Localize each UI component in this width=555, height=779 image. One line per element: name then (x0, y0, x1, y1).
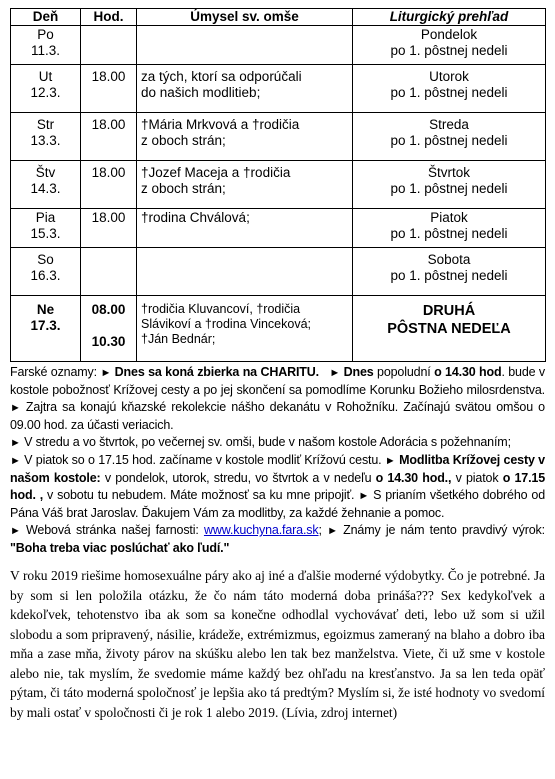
liturgy-day: Utorok (429, 69, 469, 84)
day-cell (11, 248, 81, 296)
arrow-icon: ► (10, 525, 21, 537)
day-name: So (37, 252, 54, 267)
notes-prefix: Farské oznamy: (10, 365, 101, 379)
arrow-icon: ► (10, 402, 21, 414)
intention-line: z oboch strán; (141, 133, 226, 148)
announcement-bold: Dnes sa koná zbierka na CHARITU. (114, 365, 319, 379)
hour-cell (81, 296, 137, 362)
liturgy-cell (353, 209, 546, 248)
liturgy-week: po 1. pôstnej nedeli (390, 133, 508, 148)
day-name: Ne (36, 302, 55, 317)
hour-cell: 18.00 (81, 209, 137, 248)
arrow-icon: ► (358, 490, 370, 502)
liturgy-cell (353, 296, 546, 362)
table-header-row (11, 9, 546, 26)
hour-cell (81, 248, 137, 296)
day-date: 11.3. (30, 43, 61, 58)
liturgy-day: Sobota (427, 252, 471, 267)
intention-line: †Mária Mrkvová a †rodičia (141, 117, 300, 132)
hour-first: 08.00 (91, 302, 126, 317)
liturgy-day: Piatok (430, 210, 468, 225)
table-row (11, 26, 546, 65)
day-cell (11, 296, 81, 362)
liturgy-week: po 1. pôstnej nedeli (390, 85, 508, 100)
liturgy-week: po 1. pôstnej nedeli (390, 268, 508, 283)
hour-cell: 18.00 (81, 161, 137, 209)
day-cell (11, 113, 81, 161)
announcement-bold: o 14.30 hod., (375, 471, 452, 485)
header-intention: Úmysel sv. omše (137, 9, 353, 26)
day-date: 17.3. (30, 318, 61, 333)
intention-line: do našich modlitieb; (141, 85, 261, 100)
intention-line: z oboch strán; (141, 181, 226, 196)
day-name: Po (37, 27, 54, 42)
announcement-bold: Modlitba Krížovej cesty v našom kostole: (10, 453, 545, 485)
day-cell (11, 65, 81, 113)
header-hour: Hod. (81, 9, 137, 26)
arrow-icon: ► (100, 367, 112, 379)
intention-line: †rodina Chválová; (141, 210, 250, 225)
day-date: 12.3. (30, 85, 61, 100)
hour-cell (81, 26, 137, 65)
day-cell (11, 209, 81, 248)
liturgy-week: po 1. pôstnej nedeli (390, 226, 508, 241)
arrow-icon: ► (10, 455, 21, 467)
arrow-icon: ► (327, 525, 338, 537)
liturgy-cell (353, 113, 546, 161)
announcement-text: popoludní (373, 365, 435, 379)
table-row (11, 248, 546, 296)
intention-line: †Jozef Maceja a †rodičia (141, 165, 291, 180)
intention-cell (137, 26, 353, 65)
intention-cell (137, 113, 353, 161)
table-row (11, 161, 546, 209)
liturgy-title: DRUHÁ (422, 303, 476, 319)
parish-website-link[interactable]: www.kuchyna.fara.sk (203, 523, 319, 537)
liturgy-cell (353, 161, 546, 209)
hour-cell: 18.00 (81, 113, 137, 161)
hour-cell: 18.00 (81, 65, 137, 113)
arrow-icon: ► (329, 367, 341, 379)
intention-line: Slávikoví a †rodina Vinceková; (141, 317, 312, 331)
day-cell (11, 26, 81, 65)
liturgy-cell (353, 26, 546, 65)
intention-line: za tých, ktorí sa odporúčali (141, 69, 302, 84)
day-date: 16.3. (30, 268, 61, 283)
announcement-text: ; (318, 523, 328, 537)
header-liturgy: Liturgický prehľad (353, 9, 546, 26)
mass-schedule-table (10, 8, 546, 362)
announcement-text: V piatok so o 17.15 hod. začíname v kostole modliť Krížovú cestu. (20, 453, 385, 467)
intention-cell (137, 65, 353, 113)
announcement-text: Webová stránka našej farnosti: (20, 523, 204, 537)
intention-cell (137, 248, 353, 296)
announcement-text: S prianím všetkého dobrého od Pána Váš brat Jaroslav. Ďakujem Vám za modlitby, za každé žehnanie a pomoc. (10, 488, 545, 520)
day-name: Ut (38, 69, 53, 84)
intention-cell (137, 161, 353, 209)
announcement-bold: Dnes (343, 365, 374, 379)
announcement-text: v pondelok, utorok, stredu, vo štvrtok a v nedeľu (100, 471, 376, 485)
liturgy-day: Pondelok (420, 27, 478, 42)
day-name: Pia (35, 210, 56, 225)
table-row (11, 209, 546, 248)
announcement-bold: o 14.30 hod (434, 365, 502, 379)
intention-cell (137, 209, 353, 248)
arrow-icon: ► (384, 455, 396, 467)
schedule-sheet (10, 8, 545, 362)
announcement-text: Zajtra sa konajú kňazské rekolekcie nášho dekanátu v Rohožníku. Začínajú svätou omšou o 09.00 hod. za účasti veriacich. (10, 400, 545, 432)
parish-announcements (10, 364, 545, 557)
liturgy-day: Streda (429, 117, 469, 132)
day-name: Štv (35, 165, 56, 180)
liturgy-cell (353, 248, 546, 296)
announcement-text: Známy je nám tento pravdivý výrok: (337, 523, 545, 537)
announcement-text: V stredu a vo štvrtok, po večernej sv. omši, bude v našom kostole Adorácia s požehnaním; (20, 435, 511, 449)
liturgy-week: po 1. pôstnej nedeli (390, 43, 508, 58)
table-row-sunday (11, 296, 546, 362)
announcement-bold: o 17.15 hod. , (10, 471, 546, 502)
liturgy-week: po 1. pôstnej nedeli (390, 181, 508, 196)
intention-cell (137, 296, 353, 362)
table-row (11, 65, 546, 113)
day-cell (11, 161, 81, 209)
day-date: 13.3. (30, 133, 61, 148)
day-date: 14.3. (30, 181, 61, 196)
day-date: 15.3. (30, 226, 61, 241)
announcement-text: v piatok (451, 471, 503, 485)
liturgy-cell (353, 65, 546, 113)
arrow-icon: ► (10, 437, 21, 449)
announcement-text: . bude v kostole pobožnosť Krížovej cesty a po jej skončení sa pomodlíme Korunku Božieho milosrdenstva. (10, 365, 546, 397)
announcement-text: v sobotu tu nebudem. Máte možnosť sa ku mne pripojiť. (43, 488, 359, 502)
intention-line: †Ján Bednár; (141, 332, 216, 346)
liturgy-subtitle: PÔSTNA NEDEĽA (387, 321, 511, 337)
intention-line: †rodičia Kluvancoví, †rodičia (141, 302, 301, 316)
quote: "Boha treba viac poslúchať ako ľudí." (10, 541, 230, 555)
article-text: V roku 2019 riešime homosexuálne páry ako aj iné a ďalšie moderné výdobytky. Čo je potrebné. Ja by som si len položila otázku, že čo nám táto moderná doba prináša??? Sex kedykoľvek a kdekoľvek, tehotenstvo iba ak som sa konečne odhodlal vychovávať deti, lebo už som si užil slobodu a som pripravený, násilie, krádeže, extrémizmus, egoizmus zameraný na blaho a dobro iba mňa a zase mňa, životy párov na skúšku alebo len tak bez manželstva. Viete, či už sme v kostole alebo nie, tak myslím, že svedomie máme každý bez ohľadu na kresťanstvo. Ja sa len teda opäť pýtam, či táto moderná spoločnosť je lepšia ako tá predtým? Myslím si, že isté hodnoty vo svedomí by mali ostať v spoločnosti či je rok 1 alebo 2019. (Lívia, zdroj internet) (10, 568, 545, 720)
table-row (11, 113, 546, 161)
liturgy-day: Štvrtok (427, 165, 470, 180)
day-name: Str (36, 117, 55, 132)
header-day: Deň (11, 9, 81, 26)
hour-second: 10.30 (91, 334, 126, 349)
